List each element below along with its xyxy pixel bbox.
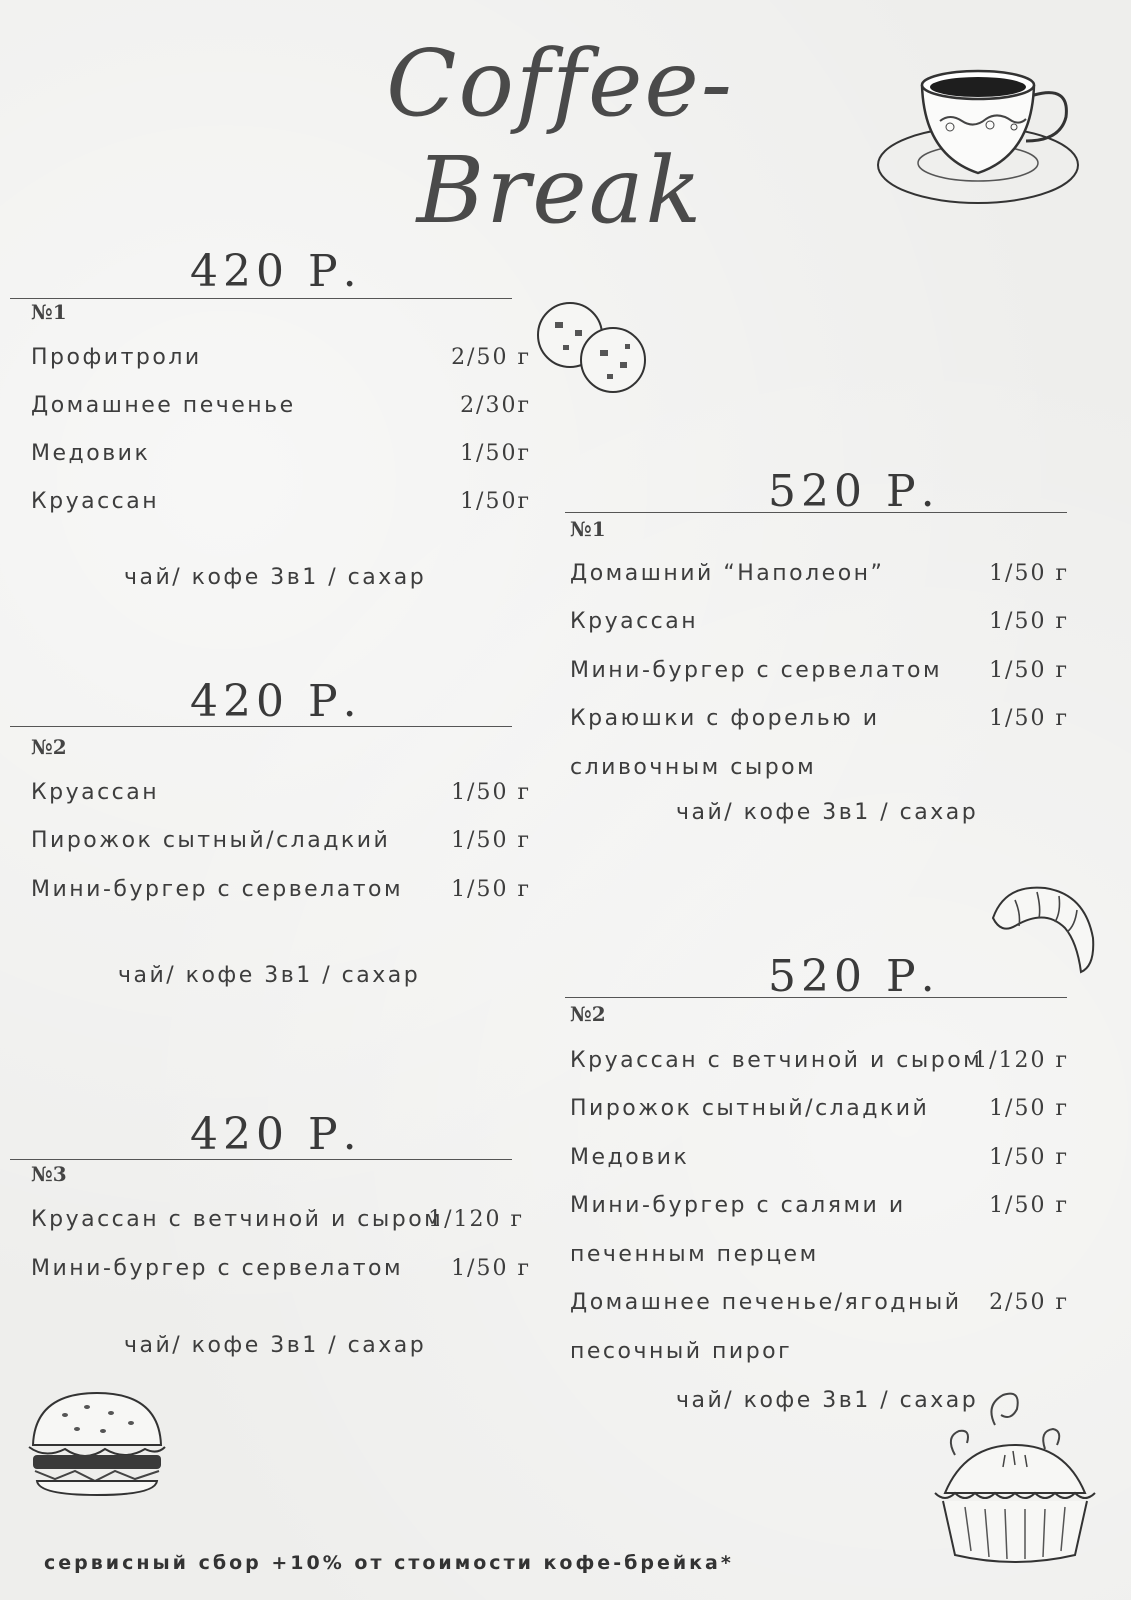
menu-item-name: Мини-бургер с сервелатом bbox=[570, 658, 943, 683]
menu-item-name: Пирожок сытный/сладкий bbox=[31, 828, 391, 853]
service-charge-note: сервисный сбор +10% от стоимости кофе-брейка* bbox=[44, 1552, 734, 1574]
set-number: №3 bbox=[31, 1162, 67, 1186]
menu-item-name: Медовик bbox=[570, 1145, 690, 1170]
set-price: 420 Р. bbox=[190, 1109, 362, 1160]
menu-item-name: Круассан bbox=[31, 780, 160, 805]
menu-item-qty: 2/30г bbox=[460, 393, 531, 418]
menu-item-qty: 1/50 г bbox=[989, 1096, 1069, 1121]
menu-item-qty: 1/50 г bbox=[451, 877, 531, 902]
menu-item-name: Пирожок сытный/сладкий bbox=[570, 1096, 930, 1121]
set-price: 520 Р. bbox=[768, 466, 940, 517]
croissant-icon bbox=[985, 878, 1100, 978]
menu-item-name: песочный пирог bbox=[570, 1339, 793, 1364]
drinks-note: чай/ кофе 3в1 / сахар bbox=[676, 1388, 979, 1413]
set-price: 420 Р. bbox=[190, 246, 362, 297]
set-price: 520 Р. bbox=[768, 951, 940, 1002]
menu-item-qty: 1/50 г bbox=[989, 706, 1069, 731]
section-divider bbox=[10, 726, 512, 727]
menu-item-name: Круассан с ветчиной и сыром bbox=[31, 1207, 444, 1232]
menu-item-qty: 1/120 г bbox=[428, 1207, 524, 1232]
menu-item-qty: 1/50 г bbox=[451, 828, 531, 853]
menu-item-name: Мини-бургер с сервелатом bbox=[31, 877, 404, 902]
menu-item-name: сливочным сыром bbox=[570, 755, 817, 780]
menu-item-name: Мини-бургер с салями и bbox=[570, 1193, 906, 1218]
menu-item-name: Круассан bbox=[570, 609, 699, 634]
menu-item-name: Домашнее печенье bbox=[31, 393, 296, 418]
set-number: №1 bbox=[31, 300, 67, 324]
menu-item-qty: 1/50г bbox=[460, 489, 531, 514]
menu-item-qty: 2/50 г bbox=[451, 345, 531, 370]
menu-item-name: Краюшки с форелью и bbox=[570, 706, 880, 731]
menu-item-qty: 1/50 г bbox=[451, 780, 531, 805]
menu-item-qty: 1/50 г bbox=[989, 609, 1069, 634]
set-price: 420 Р. bbox=[190, 676, 362, 727]
drinks-note: чай/ кофе 3в1 / сахар bbox=[676, 800, 979, 825]
menu-item-name: Мини-бургер с сервелатом bbox=[31, 1256, 404, 1281]
menu-item-qty: 1/120 г bbox=[973, 1048, 1069, 1073]
menu-item-qty: 1/50г bbox=[460, 441, 531, 466]
set-number: №2 bbox=[570, 1002, 606, 1026]
menu-item-name: Домашний “Наполеон” bbox=[570, 561, 885, 586]
menu-item-name: Домашнее печенье/ягодный bbox=[570, 1290, 962, 1315]
section-divider bbox=[565, 997, 1067, 998]
menu-item-qty: 2/50 г bbox=[989, 1290, 1069, 1315]
drinks-note: чай/ кофе 3в1 / сахар bbox=[124, 565, 427, 590]
section-divider bbox=[10, 298, 512, 299]
set-number: №1 bbox=[570, 517, 606, 541]
burger-icon bbox=[25, 1385, 170, 1500]
cookies-icon bbox=[525, 300, 665, 400]
section-divider bbox=[565, 512, 1067, 513]
menu-item-qty: 1/50 г bbox=[451, 1256, 531, 1281]
menu-item-name: Круассан с ветчиной и сыром bbox=[570, 1048, 983, 1073]
menu-item-name: Круассан bbox=[31, 489, 160, 514]
menu-item-qty: 1/50 г bbox=[989, 1193, 1069, 1218]
menu-item-name: печенным перцем bbox=[570, 1242, 819, 1267]
menu-title: Coffee-Break bbox=[386, 30, 734, 244]
drinks-note: чай/ кофе 3в1 / сахар bbox=[118, 963, 421, 988]
coffee-cup-icon bbox=[870, 55, 1090, 215]
menu-item-name: Профитроли bbox=[31, 345, 202, 370]
menu-item-qty: 1/50 г bbox=[989, 561, 1069, 586]
menu-item-name: Медовик bbox=[31, 441, 151, 466]
section-divider bbox=[10, 1159, 512, 1160]
set-number: №2 bbox=[31, 735, 67, 759]
menu-item-qty: 1/50 г bbox=[989, 658, 1069, 683]
menu-item-qty: 1/50 г bbox=[989, 1145, 1069, 1170]
drinks-note: чай/ кофе 3в1 / сахар bbox=[124, 1333, 427, 1358]
